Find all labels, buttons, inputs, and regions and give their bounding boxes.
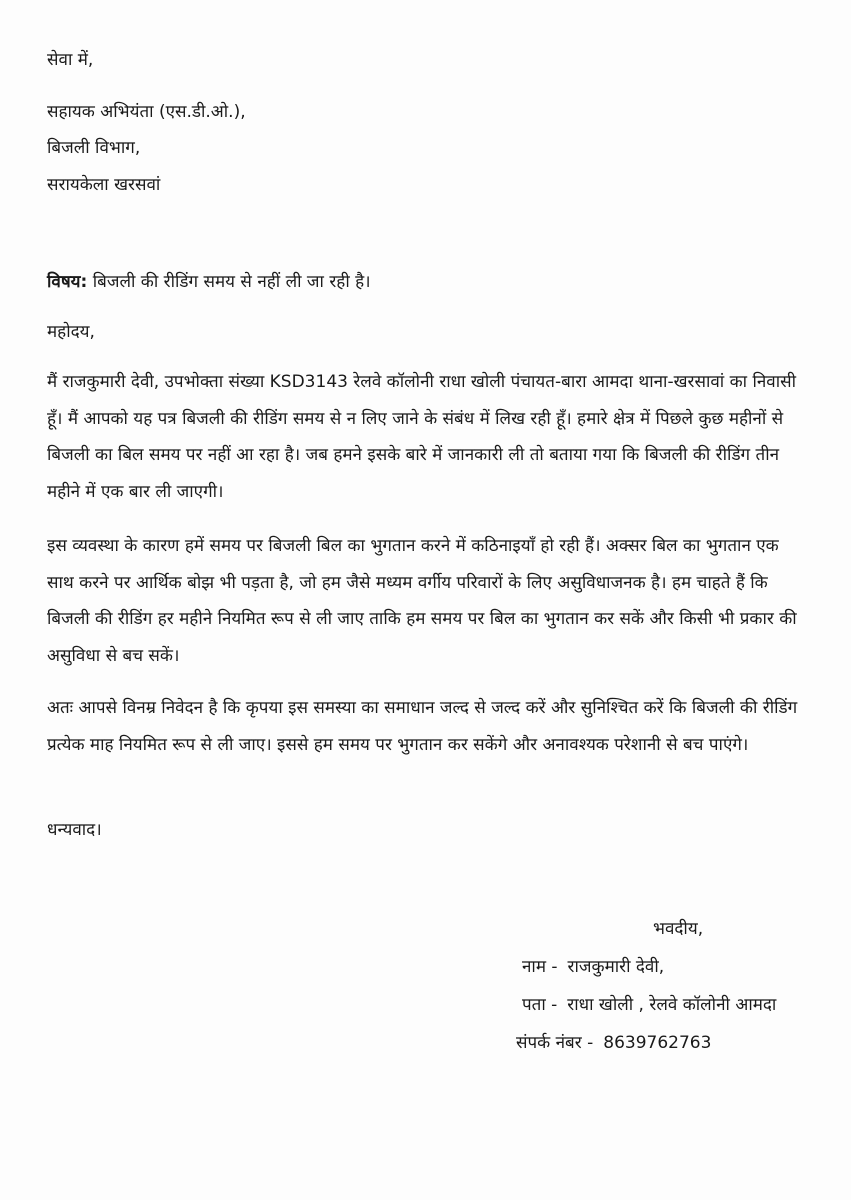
signature-contact-label: संपर्क नंबर - [516,1033,594,1053]
thanks: धन्यवाद। [47,820,102,840]
subject-text: बिजली की रीडिंग समय से नहीं ली जा रही है। [87,272,371,292]
body-paragraph-1: मैं राजकुमारी देवी, उपभोक्ता संख्या KSD3143 रेलवे कॉलोनी राधा खोली पंचायत-बारा आमदा थाना-खरसावां का निवासी हूँ। मैं आपको यह पत्र बिजली की रीडिंग समय से न लिए जाने के संबंध में लिख रही हूँ। हमारे क्षेत्र में पिछले कुछ महीनों से बिजली का बिल समय पर नहीं आ रहा है। जब हमने इसके बारे में जानकारी ली तो बताया गया कि बिजली की रीडिंग तीन महीने में एक बार ली जाएगी। [47,372,797,502]
signature-contact-value: 8639762763 [603,1033,712,1053]
signature-address-label: पता - [522,995,558,1015]
subject-label: विषय: [47,272,88,292]
signature-address-row [522,993,776,1017]
body-paragraph-2: इस व्यवस्था के कारण हमें समय पर बिजली बिल का भुगतान करने में कठिनाइयाँ हो रही हैं। अक्सर बिल का भुगतान एक साथ करने पर आर्थिक बोझ भी पड़ता है, जो हम जैसे मध्यम वर्गीय परिवारों के लिए असुविधाजनक है। हम चाहते हैं कि बिजली की रीडिंग हर महीने नियमित रूप से ली जाए ताकि हम समय पर बिल का भुगतान कर सकें और किसी भी प्रकार की असुविधा से बच सकें। [47,536,797,666]
greeting: महोदय, [47,322,95,342]
signature-name-label: नाम - [522,957,558,977]
signature-address-value: राधा खोली , रेलवे कॉलोनी आमदा [567,995,777,1015]
salutation-to: सेवा में, [47,50,94,70]
subject-line [47,270,371,294]
signature-name-row [522,955,664,979]
signature-closing: भवदीय, [653,919,704,939]
recipient-designation: सहायक अभियंता (एस.डी.ओ.), [47,102,246,122]
body-paragraph-3: अतः आपसे विनम्र निवेदन है कि कृपया इस समस्या का समाधान जल्द से जल्द करें और सुनिश्चित करें कि बिजली की रीडिंग प्रत्येक माह नियमित रूप से ली जाए। इससे हम समय पर भुगतान कर सकेंगे और अनावश्यक परेशानी से बच पाएंगे। [47,698,798,755]
recipient-place: सरायकेला खरसवां [47,175,161,195]
signature-contact-row [516,1031,711,1055]
recipient-department: बिजली विभाग, [47,138,141,158]
signature-name-value: राजकुमारी देवी, [567,957,665,977]
